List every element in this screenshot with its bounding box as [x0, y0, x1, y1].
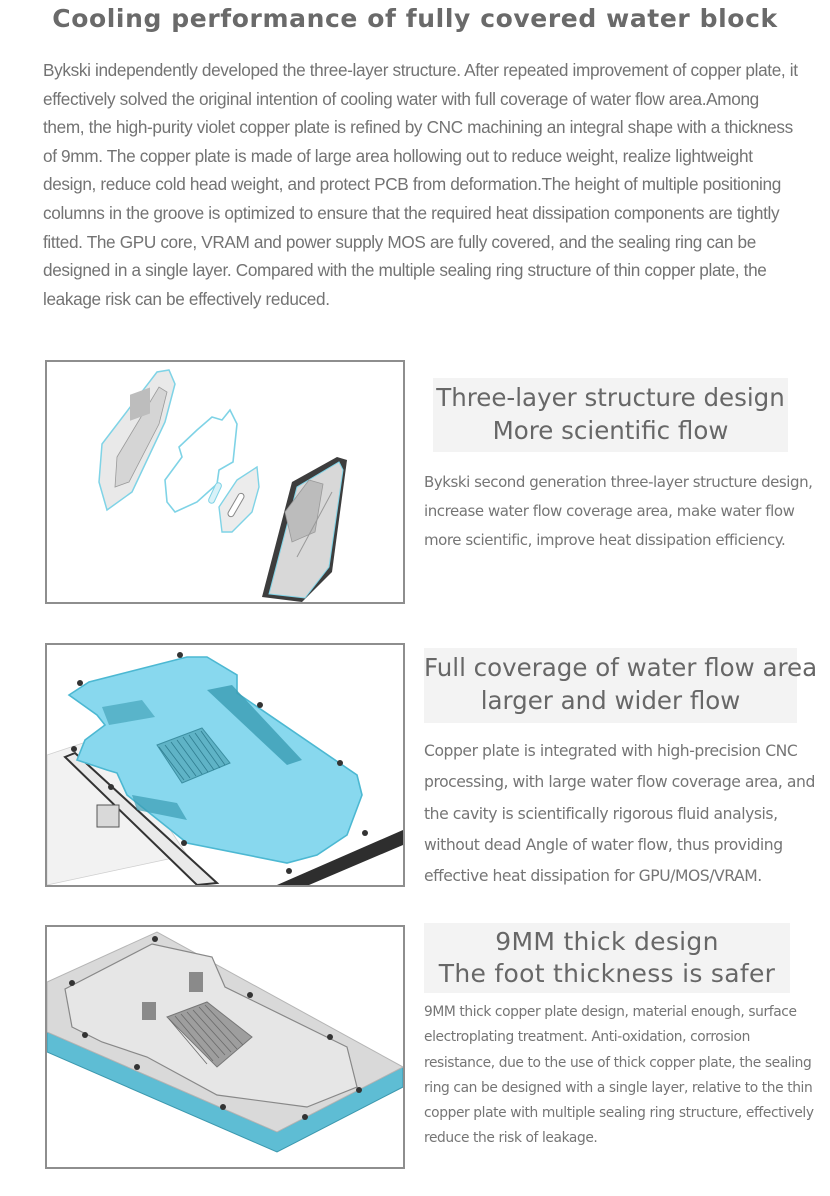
exploded-water-block-illustration [47, 362, 403, 602]
feature-image-thick-plate [45, 925, 405, 1169]
feature-image-water-flow [45, 643, 405, 887]
feature-heading-line2: The foot thickness is safer [438, 959, 776, 988]
intro-paragraph: Bykski independently developed the three-layer structure. After repeated improvement of copper plate, it effectively solved the original intention of cooling water with full coverage of water flow area.Among them, the high-purity violet copper plate is refined by CNC machining an integral shape with a thickness of 9mm. The copper plate is made of large area hollowing out to reduce weight, realize lightweight design, reduce cold head weight, and protect PCB from deformation.The height of multiple positioning columns in the groove is optimized to ensure that the required heat dissipation components are tightly fitted. The GPU core, VRAM and power supply MOS are fully covered, and the sealing ring can be designed in a single layer. Compared with the multiple sealing ring structure of thin copper plate, the leakage risk can be effectively reduced. [43, 60, 798, 309]
feature-heading-line2: larger and wider flow [480, 686, 741, 715]
feature-heading-box [424, 648, 818, 723]
backplate-part [99, 370, 175, 510]
feature-image-exploded-view [45, 360, 405, 604]
feature-heading-line2: More scientific flow [492, 416, 729, 445]
feature-heading-box [424, 923, 790, 993]
water-flow-coverage-illustration [47, 645, 403, 885]
feature-heading-line1: 9MM thick design [495, 927, 719, 956]
feature-description: 9MM thick copper plate design, material enough, surface electroplating treatment. Anti-oxidation, corrosion resistance, due to the use of thick copper plate, the sealing ring can be designed with a single layer, relative to the thin copper plate with multiple sealing ring structure, effectively reduce the risk of leakage. [424, 1004, 814, 1147]
feature-heading-line1: Three-layer structure design [436, 383, 785, 412]
feature-heading-box [433, 378, 788, 452]
small-seal [208, 482, 223, 504]
page-title: Cooling performance of fully covered water block [52, 4, 778, 33]
main-water-block [262, 457, 347, 602]
thick-copper-plate-illustration [47, 927, 403, 1167]
feature-description: Bykski second generation three-layer structure design, increase water flow coverage area, make water flow more scientific, improve heat dissipation efficiency. [424, 473, 813, 549]
feature-description: Copper plate is integrated with high-precision CNC processing, with large water flow coverage area, and the cavity is scientifically rigorous fluid analysis, without dead Angle of water flow, thus providing effective heat dissipation for GPU/MOS/VRAM. [424, 742, 815, 886]
feature-heading-line1: Full coverage of water flow area [424, 653, 818, 682]
